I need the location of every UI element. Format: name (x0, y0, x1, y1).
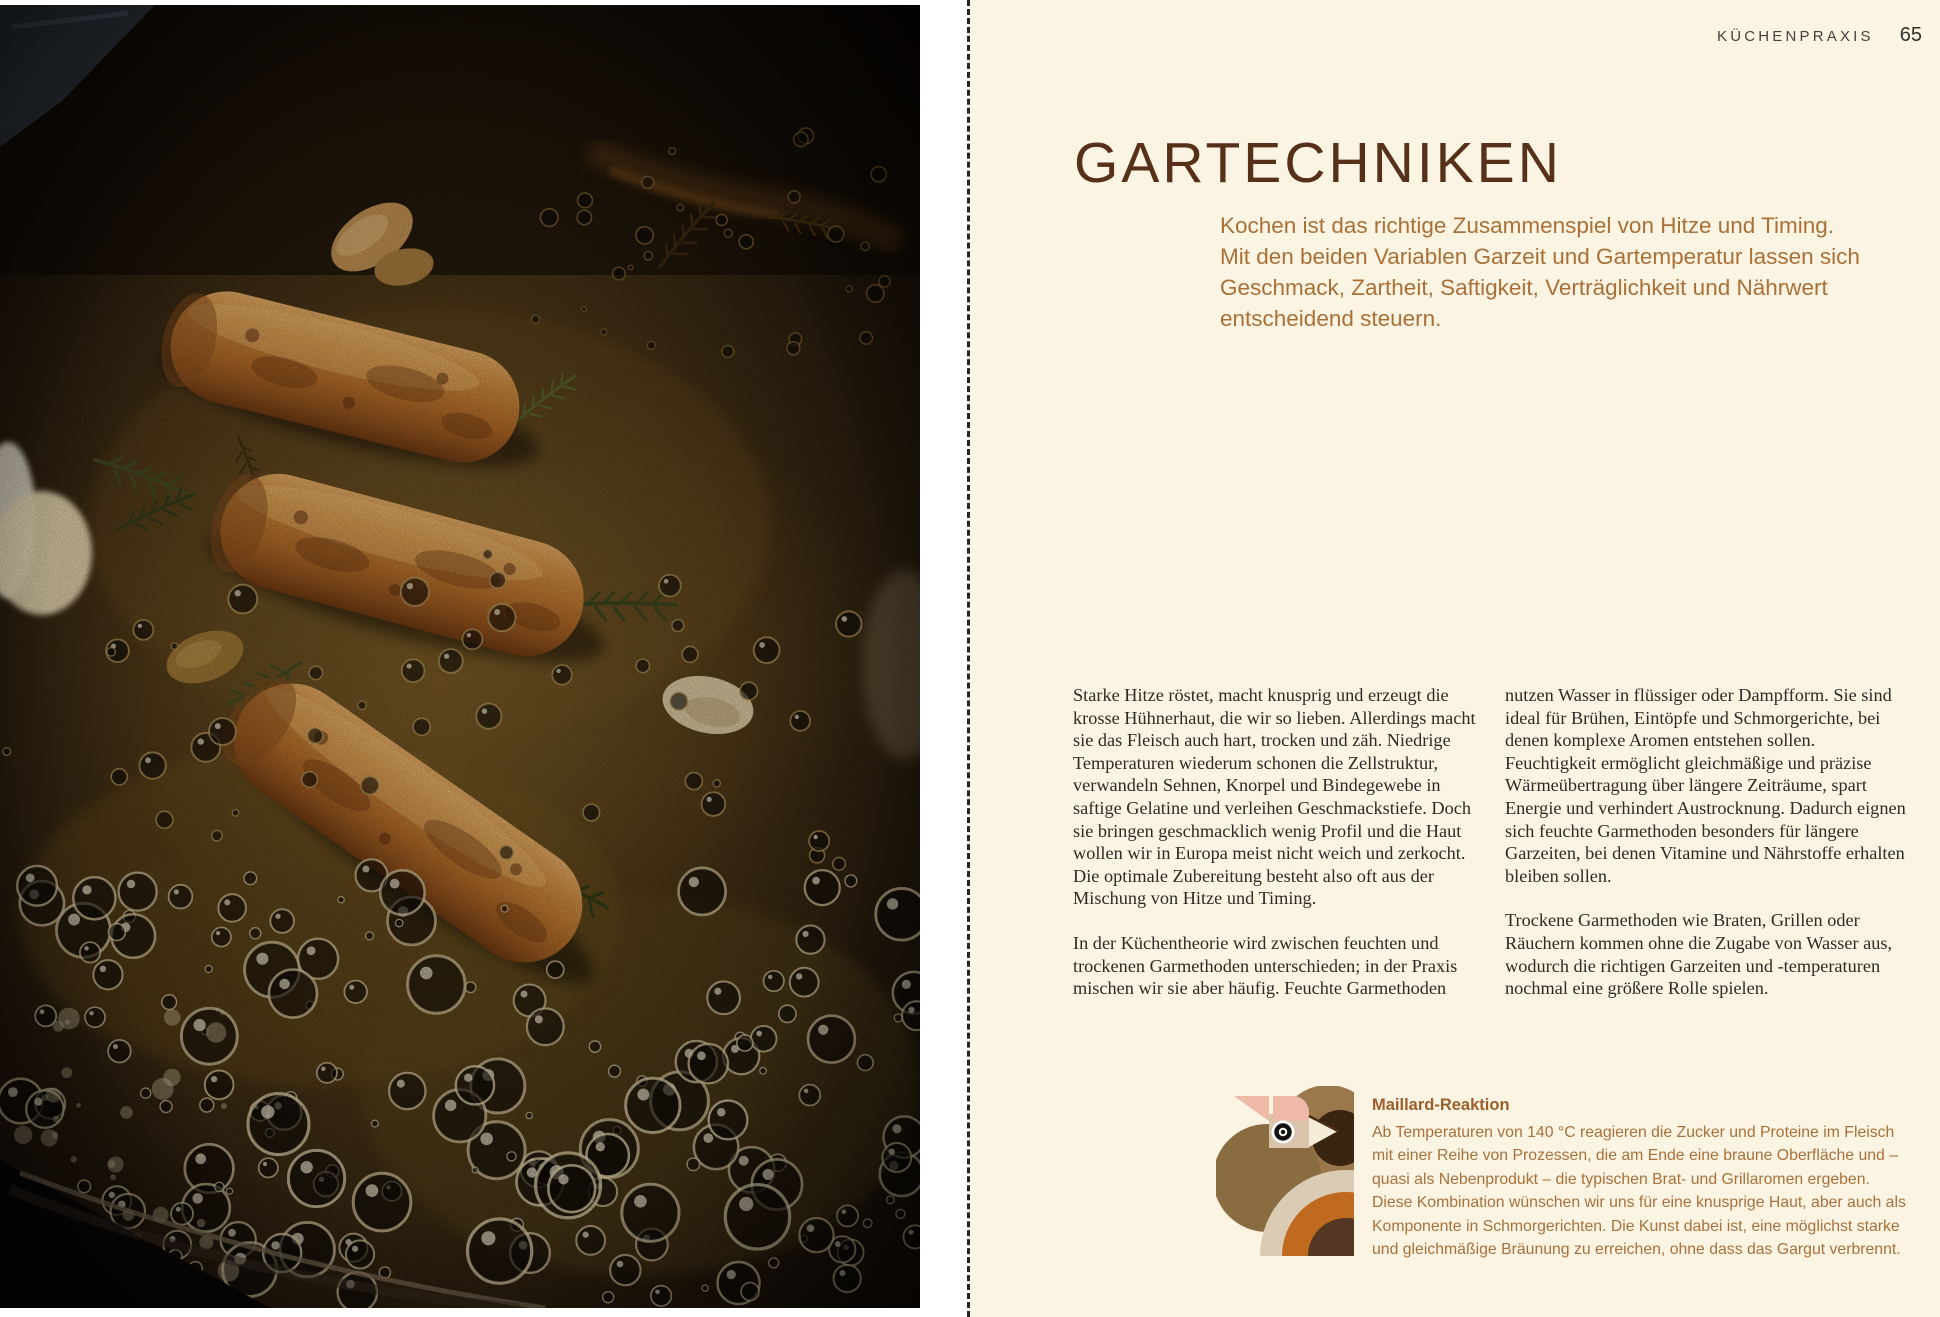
section-label: KÜCHENPRAXIS (1716, 28, 1874, 45)
infobox-body: Ab Temperaturen von 140 °C reagieren die Zucker und Proteine im Fleisch mit einer Reihe von Prozessen, die am Ende eine braune Oberfläche und – quasi als Nebenprodukt – die typischen Brat- und Grillaromen ergeben. Diese Kombination wünschen wir uns für eine knusprige Haut, aber auch als Komponente in Schmorgerichten. Die Kunst dabei ist, eine möglichst starke und gleichmäßige Bräunung zu erreichen, ohne dass das Gargut verbrennt. (1372, 1123, 1906, 1258)
page-title: GARTECHNIKEN (1074, 131, 1562, 196)
book-page (970, 0, 1940, 1317)
infobox-heading: Maillard-Reaktion (1372, 1096, 1510, 1114)
infobox (1372, 1094, 1912, 1262)
running-header (1717, 24, 1922, 47)
body-columns (1073, 684, 1909, 1022)
hen-logo-icon (1216, 1086, 1354, 1256)
body-paragraph: Trockene Garmethoden wie Braten, Grillen oder Räuchern kommen ohne die Zugabe von Wasser aus, wodurch die richtigen Garzeiten und -temperaturen nochmal eine größere Rolle spielen. (1505, 910, 1893, 999)
page-number: 65 (1899, 24, 1922, 46)
frying-pan-photo (0, 5, 920, 1308)
body-paragraph: nutzen Wasser in flüssiger oder Dampfform. Sie sind ideal für Brühen, Eintöpfe und Schmorgerichte, bei denen komplexe Aromen entstehen sollen. Feuchtigkeit ermöglicht gleichmäßige und präzise Wärmeübertragung über längere Zeiträume, spart Energie und verhindert Austrocknung. Dadurch eignen sich feuchte Garmethoden besonders für längere Garzeiten, bei denen Vitamine und Nährstoffe erhalten bleiben sollen. (1505, 685, 1906, 886)
intro-line: Kochen ist das richtige Zusammenspiel von Hitze und Timing. (1220, 213, 1835, 238)
body-paragraph: In der Küchentheorie wird zwischen feuchten und trockenen Garmethoden unterschieden; in der Praxis mischen wir sie aber häufig. Feuchte Garmethoden (1073, 932, 1458, 999)
intro-paragraph (1220, 210, 1860, 334)
body-column-left (1073, 684, 1477, 1022)
intro-line: Mit den beiden Variablen Garzeit und Gartemperatur lassen sich (1220, 244, 1860, 269)
food-photo (0, 5, 920, 1308)
body-column-right (1505, 684, 1909, 1022)
body-paragraph: Starke Hitze röstet, macht knusprig und erzeugt die krosse Hühnerhaut, die wir so lieben. Allerdings macht sie das Fleisch auch hart, trocken und zäh. Niedrige Temperaturen wiederum schonen die Zellstruktur, verwandeln Sehnen, Knorpel und Bindegewebe in saftige Gelatine und verleihen Geschmackstiefe. Doch sie bringen geschmacklich wenig Profil und die Haut wollen wir in Europa meist nicht weich und zerkocht. Die optimale Zubereitung besteht also oft aus der Mischung von Hitze und Timing. (1073, 685, 1476, 909)
intro-line: entscheidend steuern. (1220, 306, 1442, 331)
intro-line: Geschmack, Zartheit, Saftigkeit, Verträglichkeit und Nährwert (1220, 275, 1828, 300)
